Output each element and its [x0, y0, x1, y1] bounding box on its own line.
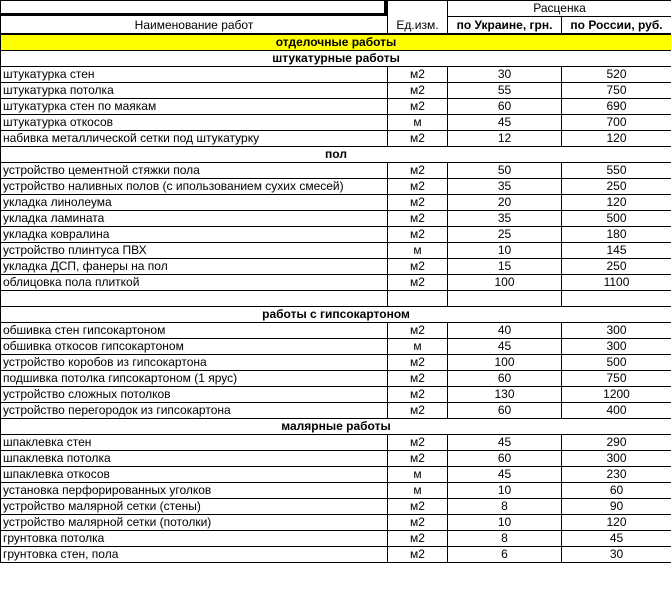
- cell-name[interactable]: штукатурка стен по маякам: [1, 99, 388, 115]
- cell-name[interactable]: подшивка потолка гипсокартоном (1 ярус): [1, 371, 388, 387]
- header-cell-russia[interactable]: [562, 17, 671, 34]
- table-row: [1, 67, 671, 83]
- cell-unit[interactable]: м2: [388, 67, 448, 83]
- cell-unit[interactable]: м2: [388, 371, 448, 387]
- cell-name[interactable]: грунтовка стен, пола: [1, 547, 388, 563]
- cell-name[interactable]: [1, 291, 388, 307]
- cell-unit[interactable]: м2: [388, 451, 448, 467]
- cell-price-ukraine[interactable]: 10: [448, 243, 562, 259]
- cell-unit[interactable]: м2: [388, 547, 448, 563]
- table-row: [1, 115, 671, 131]
- cell-price-russia[interactable]: 500: [562, 355, 671, 371]
- cell-name[interactable]: штукатурка откосов: [1, 115, 388, 131]
- table-row: [1, 131, 671, 147]
- cell-price-russia[interactable]: 520: [562, 67, 671, 83]
- section-row: [1, 147, 671, 163]
- cell-price-ukraine[interactable]: 60: [448, 99, 562, 115]
- cell-name[interactable]: устройство наливных полов (с ипользованием сухих смесей): [1, 179, 388, 195]
- cell-unit[interactable]: м: [388, 483, 448, 499]
- table-row: [1, 451, 671, 467]
- section-title[interactable]: пол: [1, 147, 671, 163]
- cell-unit[interactable]: м2: [388, 403, 448, 419]
- table-row: [1, 483, 671, 499]
- cell-name[interactable]: устройство малярной сетки (потолки): [1, 515, 388, 531]
- cell-unit[interactable]: м2: [388, 275, 448, 291]
- cell-price-russia[interactable]: 750: [562, 371, 671, 387]
- cell-unit[interactable]: м2: [388, 499, 448, 515]
- cell-price-russia[interactable]: 250: [562, 179, 671, 195]
- cell-price-russia[interactable]: 230: [562, 467, 671, 483]
- table-row: [1, 243, 671, 259]
- cell-name[interactable]: штукатурка потолка: [1, 83, 388, 99]
- cell-name[interactable]: шпаклевка откосов: [1, 467, 388, 483]
- cell-name[interactable]: установка перфорированных уголков: [1, 483, 388, 499]
- cell-name[interactable]: штукатурка стен: [1, 67, 388, 83]
- cell-price-ukraine[interactable]: 12: [448, 131, 562, 147]
- cell-unit[interactable]: м2: [388, 355, 448, 371]
- main-section-title[interactable]: отделочные работы: [1, 34, 671, 51]
- section-title[interactable]: работы с гипсокартоном: [1, 307, 671, 323]
- section-row: [1, 307, 671, 323]
- cell-price-ukraine[interactable]: 15: [448, 259, 562, 275]
- header-cell-unit[interactable]: [388, 1, 448, 35]
- cell-name[interactable]: обшивка откосов гипсокартоном: [1, 339, 388, 355]
- cell-price-russia[interactable]: 120: [562, 195, 671, 211]
- cell-price-russia[interactable]: 120: [562, 131, 671, 147]
- cell-name[interactable]: устройство коробов из гипсокартона: [1, 355, 388, 371]
- cell-unit[interactable]: [388, 291, 448, 307]
- cell-price-russia[interactable]: 300: [562, 323, 671, 339]
- table-row: [1, 339, 671, 355]
- table-row: [1, 211, 671, 227]
- header-russia-label: по России, руб.: [570, 17, 663, 32]
- cell-price-ukraine[interactable]: 35: [448, 211, 562, 227]
- table-row: [1, 371, 671, 387]
- cell-price-ukraine[interactable]: 10: [448, 515, 562, 531]
- cell-unit[interactable]: м2: [388, 531, 448, 547]
- active-cell-border: [1, 1, 387, 16]
- cell-price-russia[interactable]: 1200: [562, 387, 671, 403]
- table-row: [1, 323, 671, 339]
- cell-price-ukraine[interactable]: 60: [448, 403, 562, 419]
- cell-price-russia[interactable]: 700: [562, 115, 671, 131]
- price-table-body: [1, 1, 671, 563]
- cell-unit[interactable]: м2: [388, 99, 448, 115]
- cell-unit[interactable]: м: [388, 339, 448, 355]
- cell-price-russia[interactable]: 290: [562, 435, 671, 451]
- cell-price-ukraine[interactable]: 130: [448, 387, 562, 403]
- cell-price-russia[interactable]: [562, 291, 671, 307]
- cell-price-ukraine[interactable]: 100: [448, 355, 562, 371]
- table-row: [1, 99, 671, 115]
- cell-unit[interactable]: м2: [388, 323, 448, 339]
- cell-unit[interactable]: м2: [388, 227, 448, 243]
- table-row: [1, 227, 671, 243]
- cell-price-russia[interactable]: 690: [562, 99, 671, 115]
- cell-price-russia[interactable]: 30: [562, 547, 671, 563]
- cell-unit[interactable]: м: [388, 243, 448, 259]
- cell-unit[interactable]: м2: [388, 515, 448, 531]
- cell-name[interactable]: устройство малярной сетки (стены): [1, 499, 388, 515]
- table-row: [1, 499, 671, 515]
- section-title[interactable]: малярные работы: [1, 419, 671, 435]
- cell-price-ukraine[interactable]: 60: [448, 451, 562, 467]
- cell-price-russia[interactable]: 60: [562, 483, 671, 499]
- cell-price-russia[interactable]: 400: [562, 403, 671, 419]
- cell-unit[interactable]: м2: [388, 435, 448, 451]
- cell-price-ukraine[interactable]: 100: [448, 275, 562, 291]
- cell-price-ukraine[interactable]: 40: [448, 323, 562, 339]
- cell-name[interactable]: укладка ДСП, фанеры на пол: [1, 259, 388, 275]
- table-row: [1, 531, 671, 547]
- header-unit-label: Ед.изм.: [396, 18, 439, 32]
- cell-name[interactable]: набивка металлической сетки под штукатурку: [1, 131, 388, 147]
- cell-unit[interactable]: м2: [388, 179, 448, 195]
- cell-price-russia[interactable]: 180: [562, 227, 671, 243]
- cell-name[interactable]: обшивка стен гипсокартоном: [1, 323, 388, 339]
- cell-price-russia[interactable]: 1100: [562, 275, 671, 291]
- cell-price-ukraine[interactable]: 55: [448, 83, 562, 99]
- cell-price-ukraine[interactable]: [448, 291, 562, 307]
- cell-price-ukraine[interactable]: 45: [448, 435, 562, 451]
- section-row: [1, 51, 671, 67]
- cell-price-russia[interactable]: 45: [562, 531, 671, 547]
- table-row: [1, 195, 671, 211]
- header-name-label: Наименование работ: [134, 18, 254, 32]
- cell-name[interactable]: облицовка пола плиткой: [1, 275, 388, 291]
- cell-unit[interactable]: м: [388, 115, 448, 131]
- header-cell-name[interactable]: [1, 1, 388, 35]
- cell-unit[interactable]: м2: [388, 387, 448, 403]
- cell-name[interactable]: грунтовка потолка: [1, 531, 388, 547]
- cell-price-ukraine[interactable]: 8: [448, 499, 562, 515]
- cell-unit[interactable]: м2: [388, 195, 448, 211]
- cell-price-ukraine[interactable]: 25: [448, 227, 562, 243]
- cell-price-ukraine[interactable]: 8: [448, 531, 562, 547]
- cell-price-russia[interactable]: 500: [562, 211, 671, 227]
- table-row: [1, 83, 671, 99]
- table-row: [1, 547, 671, 563]
- header-cell-price[interactable]: [448, 1, 671, 17]
- cell-name[interactable]: устройство цементной стяжки пола: [1, 163, 388, 179]
- cell-price-ukraine[interactable]: 30: [448, 67, 562, 83]
- cell-price-ukraine[interactable]: 45: [448, 467, 562, 483]
- cell-price-russia[interactable]: 250: [562, 259, 671, 275]
- cell-price-ukraine[interactable]: 10: [448, 483, 562, 499]
- cell-name[interactable]: устройство плинтуса ПВХ: [1, 243, 388, 259]
- table-row: [1, 355, 671, 371]
- table-row: [1, 179, 671, 195]
- cell-name[interactable]: укладка ковралина: [1, 227, 388, 243]
- cell-name[interactable]: укладка ламината: [1, 211, 388, 227]
- header-price-label: Расценка: [533, 1, 586, 16]
- table-row: [1, 387, 671, 403]
- cell-price-russia[interactable]: 145: [562, 243, 671, 259]
- section-title[interactable]: штукатурные работы: [1, 51, 671, 67]
- cell-price-ukraine[interactable]: 45: [448, 115, 562, 131]
- cell-price-ukraine[interactable]: 60: [448, 371, 562, 387]
- table-row: [1, 259, 671, 275]
- table-row: [1, 467, 671, 483]
- table-row: [1, 515, 671, 531]
- cell-price-ukraine[interactable]: 45: [448, 339, 562, 355]
- cell-price-ukraine[interactable]: 20: [448, 195, 562, 211]
- cell-price-ukraine[interactable]: 6: [448, 547, 562, 563]
- cell-price-russia[interactable]: 300: [562, 339, 671, 355]
- header-row-top: [1, 1, 671, 17]
- header-cell-ukraine[interactable]: [448, 17, 562, 34]
- cell-price-russia[interactable]: 120: [562, 515, 671, 531]
- table-row: [1, 163, 671, 179]
- cell-name[interactable]: шпаклевка потолка: [1, 451, 388, 467]
- table-row: [1, 403, 671, 419]
- cell-unit[interactable]: м2: [388, 131, 448, 147]
- cell-name[interactable]: укладка линолеума: [1, 195, 388, 211]
- cell-name[interactable]: шпаклевка стен: [1, 435, 388, 451]
- cell-price-russia[interactable]: 300: [562, 451, 671, 467]
- cell-unit[interactable]: м2: [388, 211, 448, 227]
- cell-price-ukraine[interactable]: 50: [448, 163, 562, 179]
- cell-price-ukraine[interactable]: 35: [448, 179, 562, 195]
- cell-name[interactable]: устройство сложных потолков: [1, 387, 388, 403]
- cell-price-russia[interactable]: 550: [562, 163, 671, 179]
- cell-unit[interactable]: м: [388, 467, 448, 483]
- cell-unit[interactable]: м2: [388, 83, 448, 99]
- cell-price-russia[interactable]: 750: [562, 83, 671, 99]
- header-ukraine-label: по Украине, грн.: [456, 17, 553, 32]
- table-row: [1, 435, 671, 451]
- table-row: [1, 291, 671, 307]
- section-row: [1, 419, 671, 435]
- table-row: [1, 275, 671, 291]
- cell-unit[interactable]: м2: [388, 259, 448, 275]
- cell-name[interactable]: устройство перегородок из гипсокартона: [1, 403, 388, 419]
- cell-price-russia[interactable]: 90: [562, 499, 671, 515]
- main-section-row: [1, 34, 671, 51]
- cell-unit[interactable]: м2: [388, 163, 448, 179]
